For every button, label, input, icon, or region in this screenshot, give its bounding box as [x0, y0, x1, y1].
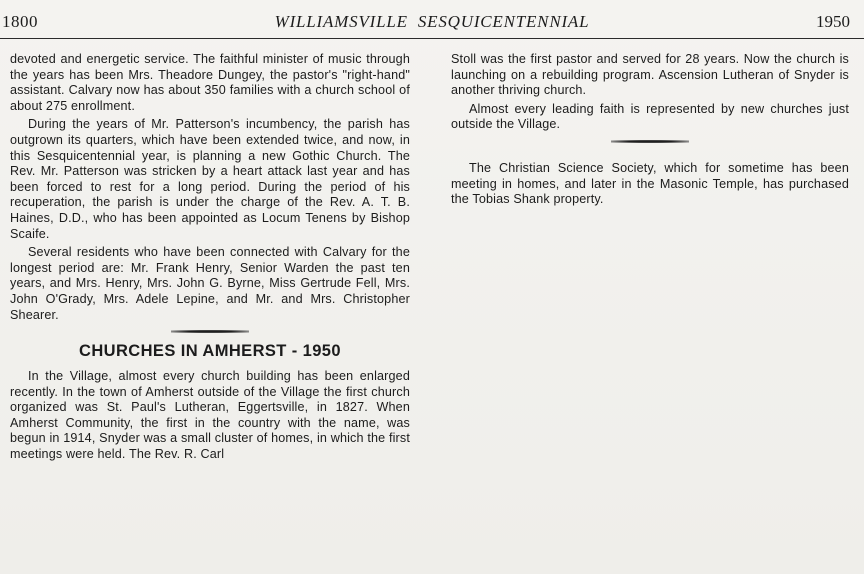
left-paragraph-3: Several residents who have been connected with Calvary for the longest period are: Mr. Frank Henry, Senior Warden the past ten years, and Mrs. Henry, Mrs. John G. Byrne, Miss Gertrude Fell, Mrs. John O'Grady, Mrs. Adele Lepine, and Mr. and Mrs. Christopher Shearer.: [10, 245, 410, 322]
right-paragraph-3: The Christian Science Society, which for sometime has been meeting in homes, and later in the Masonic Temple, has purchased the Tobias Shank property.: [451, 160, 849, 207]
right-paragraph-2: Almost every leading faith is represented by new churches just outside the Village.: [451, 101, 849, 132]
header-year-right: 1950: [816, 12, 850, 31]
right-paragraph-1: Stoll was the first pastor and served for 28 years. Now the church is launching on a rebuilding program. Ascension Lutheran of Snyder is another thriving church.: [451, 52, 849, 98]
section-title: CHURCHES IN AMHERST - 1950: [79, 342, 341, 361]
section-divider: [171, 330, 249, 333]
page-header: [0, 4, 864, 38]
header-rule: [0, 38, 864, 39]
header-year-left: 1800: [2, 12, 38, 31]
left-paragraph-2: During the years of Mr. Patterson's incumbency, the parish has outgrown its quarters, which have been extended twice, and now, in this Sesquicentennial year, is planning a new Gothic Church. The Rev. Mr. Patterson was stricken by a heart attack last year and has been forced to rest for a long period. During the period of his recuperation, the parish is under the charge of the Rev. A. T. B. Haines, D.D., who has been appointed as Locum Tenens by Bishop Scaife.: [10, 117, 410, 241]
left-paragraph-4: In the Village, almost every church building has been enlarged recently. In the town of Amherst outside of the Village the first church organized was St. Paul's Lutheran, Eggertsville, in 1827. When Amherst Community, the first in the country with the name, was begun in 1914, Snyder was a small cluster of homes, in which the first meetings were held. The Rev. R. Carl: [10, 369, 410, 462]
left-paragraph-1: devoted and energetic service. The faithful minister of music through the years has been Mrs. Theadore Dungey, the pastor's "right-hand" assistant. Calvary now has about 350 families with a church school of about 275 enrollment.: [10, 52, 410, 113]
header-title: WILLIAMSVILLE SESQUICENTENNIAL: [274, 12, 590, 31]
left-column: [10, 52, 410, 466]
right-column: [451, 52, 849, 211]
right-divider: [611, 140, 689, 143]
